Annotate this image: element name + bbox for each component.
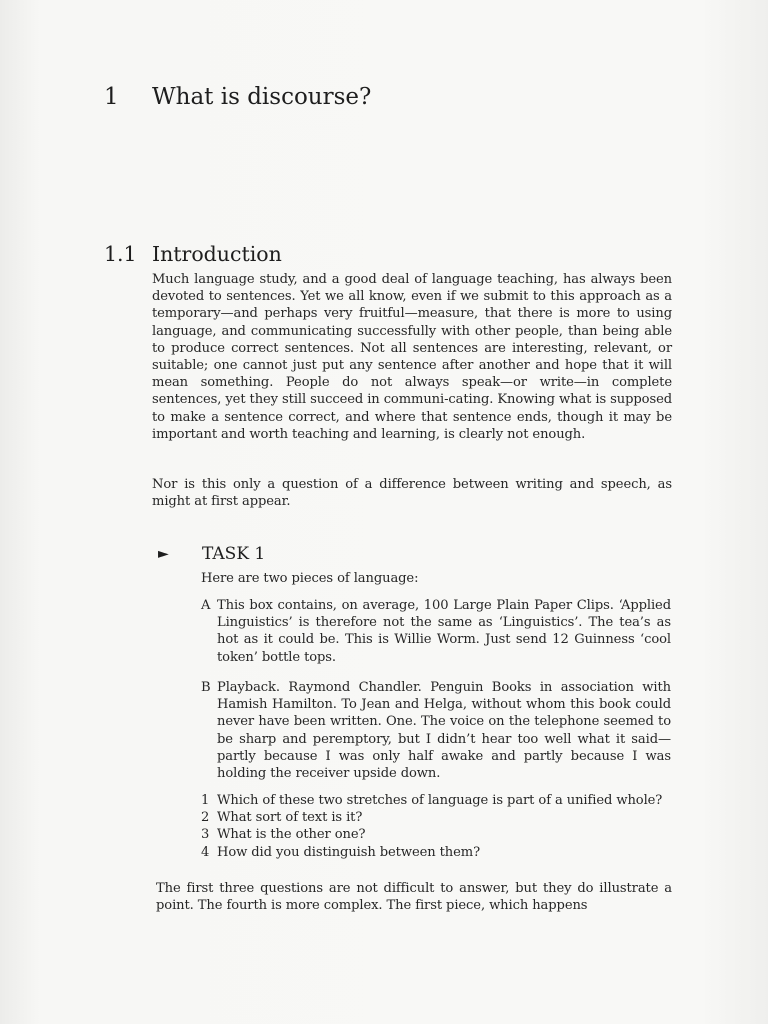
intro-paragraph-1: Much language study, and a good deal of language teaching, has always been devoted to sentences. Yet we all know, even if we submit to this approach as a temporary—and perhaps very fruitful—measure, that there is more to using language, and communicating successfully with other people, than being able to produce correct sentences. Not all sentences are interesting, relevant, or suitable; one cannot just put any sentence after another and hope that it will mean something. People do not always speak—or write—in complete sentences, yet they still succeed in communi-cating. Knowing what is supposed to make a sentence correct, and where that sentence ends, though it may be important and worth teaching and learning, is clearly not enough. — [152, 272, 673, 442]
piece-label: A — [201, 598, 211, 613]
language-piece-a — [201, 597, 671, 666]
language-piece-b — [201, 679, 671, 782]
task-title: TASK 1 — [202, 544, 266, 564]
task-arrow-icon: ► — [158, 546, 169, 562]
question-item — [201, 826, 681, 843]
section-heading — [104, 242, 282, 266]
section-number: 1.1 — [104, 242, 137, 266]
chapter-heading — [104, 84, 371, 110]
chapter-title: What is discourse? — [152, 84, 372, 110]
question-item — [201, 809, 681, 826]
question-text: Which of these two stretches of language is part of a unified whole? — [217, 793, 663, 808]
task-intro: Here are two pieces of language: — [201, 571, 419, 586]
piece-text: Playback. Raymond Chandler. Penguin Books in association with Hamish Hamilton. To Jean and Helga, without whom this book could never have been written. One. The voice on the telephone seemed to be sharp and peremptory, but I didn’t hear too well what it said—partly because I was only half awake and partly because I was holding the receiver upside down. — [217, 680, 671, 782]
question-number: 3 — [201, 827, 210, 843]
section-title: Introduction — [152, 242, 282, 266]
chapter-number: 1 — [104, 84, 119, 110]
question-text: What is the other one? — [217, 827, 366, 843]
question-text: How did you distinguish between them? — [217, 844, 481, 860]
piece-label: B — [201, 680, 211, 695]
question-item — [201, 844, 681, 861]
question-text: What sort of text is it? — [217, 810, 363, 826]
question-number: 2 — [201, 810, 210, 826]
intro-paragraph-2: Nor is this only a question of a difference between writing and speech, as might at first appear. — [152, 477, 672, 510]
question-number: 1 — [201, 793, 210, 808]
question-item — [201, 792, 681, 809]
closing-paragraph: The first three questions are not difficult to answer, but they do illustrate a point. The fourth is more complex. The first piece, which happens — [156, 881, 672, 914]
piece-text: This box contains, on average, 100 Large Plain Paper Clips. ‘Applied Linguistics’ is therefore not the same as ‘Linguistics’. The tea’s as hot as it could be. This is Willie Worm. Just send 12 Guinness ‘cool token’ bottle tops. — [217, 598, 671, 665]
question-list — [201, 792, 681, 861]
task-heading — [158, 544, 265, 564]
question-number: 4 — [201, 844, 210, 860]
